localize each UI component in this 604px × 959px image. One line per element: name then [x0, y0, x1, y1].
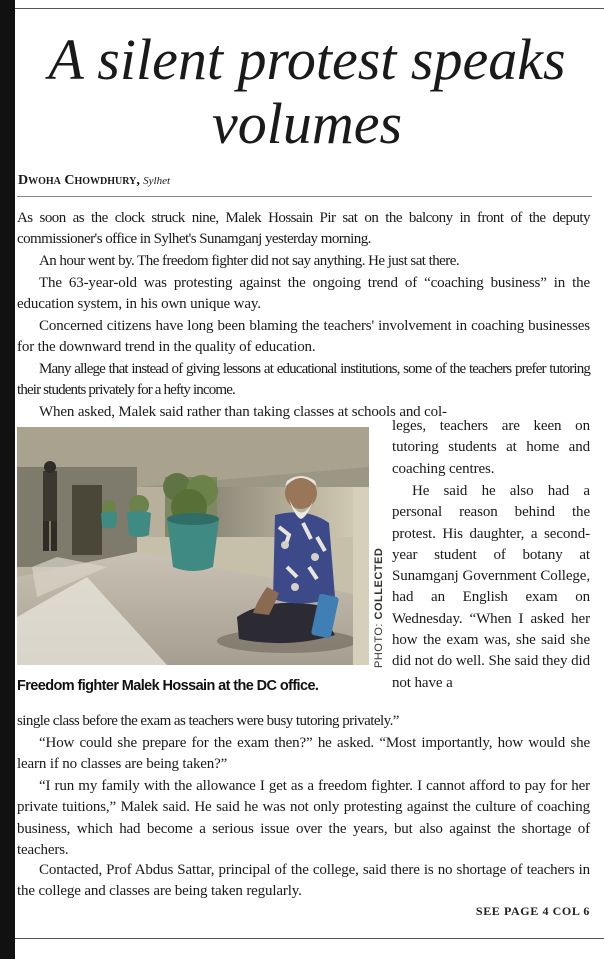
photo-credit-source: COLLECTED: [373, 547, 385, 620]
after-photo-paragraph-4: Contacted, Prof Abdus Sattar, principal of the college, said there is no shortage of teachers in the college and classes are being taken regularly.: [17, 862, 590, 900]
headline-line-2: volumes: [211, 91, 403, 156]
byline: [18, 172, 170, 189]
page-edge-bar: [0, 0, 15, 959]
body-paragraph-1: As soon as the clock struck nine, Malek Hossain Pir sat on the balcony in front of the deputy commissioner's office in Sylhet's Sunamganj yesterday morning.: [17, 210, 590, 248]
body-paragraph-6: When asked, Malek said rather than taking classes at schools and col-: [39, 404, 447, 420]
body-paragraph-4: Concerned citizens have long been blaming the teachers' involvement in coaching businesses for the downward trend in the quality of education.: [17, 318, 590, 356]
byline-location: Sylhet: [143, 175, 171, 187]
body-paragraph-3: The 63-year-old was protesting against the ongoing trend of “coaching business” in the education system, in his own unique way.: [17, 275, 590, 313]
body-paragraph-5: Many allege that instead of giving lessons at educational institutions, some of the teachers prefer tutoring their students privately for a hefty income.: [17, 361, 590, 399]
body-paragraph-2: An hour went by. The freedom fighter did not say anything. He just sat there.: [39, 253, 460, 269]
headline: [17, 28, 597, 156]
bottom-rule: [15, 938, 604, 939]
top-rule: [15, 8, 604, 9]
photo-caption: Freedom fighter Malek Hossain at the DC office.: [17, 678, 319, 694]
photo-credit-label: PHOTO:: [373, 623, 385, 668]
side-column-paragraph-1: leges, teachers are keen on tutoring students at home and coaching centres.: [392, 418, 590, 477]
byline-divider: [17, 196, 592, 197]
after-photo-paragraph-3: “I run my family with the allowance I get as a freedom fighter. I cannot afford to pay for her private tuitions,” Malek said. He said he was not only protesting against the culture of coaching business, which had become a serious issue over the years, but also against the shortage of teachers.: [17, 778, 590, 858]
byline-author: Dwoha Chowdhury,: [18, 173, 140, 188]
side-column-paragraph-2: He said he also had a personal reason behind the protest. His daughter, a second-year student of botany at Sunamganj Government College, had an English exam on Wednesday. “When I asked her how the exam was, she said she did not do well. She said they did not have a: [392, 483, 590, 691]
protester-photo-illustration: [17, 427, 369, 665]
photo-credit: [372, 547, 386, 668]
after-photo-paragraph-2: “How could she prepare for the exam then?” he asked. “Most importantly, how would she learn if no classes are being taken?”: [17, 735, 590, 773]
article-photo: [17, 427, 369, 665]
headline-line-1: A silent protest speaks: [48, 27, 566, 92]
continued-on-page: SEE PAGE 4 COL 6: [475, 904, 590, 918]
after-photo-paragraph-1: single class before the exam as teachers were busy tutoring privately.”: [17, 713, 399, 729]
